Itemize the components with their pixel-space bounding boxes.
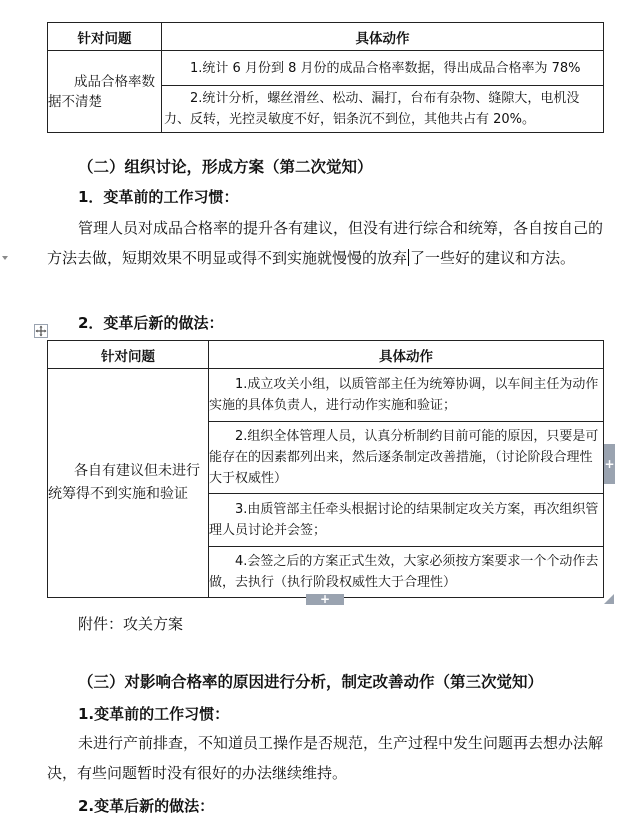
- subsection-heading: 2．变革后新的做法：: [78, 314, 224, 332]
- table-1: [47, 22, 604, 133]
- table-row: [48, 23, 604, 51]
- table-header-issue: 针对问题: [48, 23, 162, 51]
- attachment-note: 附件：攻关方案: [78, 615, 184, 633]
- subsection-heading: 1．变革前的工作习惯：: [78, 188, 239, 206]
- table-row: [48, 341, 604, 369]
- table-cell-action[interactable]: 4.会签之后的方案正式生效，大家必须按方案要求一个个动作去做，去执行（执行阶段权威性大于合理性）: [209, 547, 604, 598]
- table-row: [48, 51, 604, 86]
- margin-marker-icon: [2, 256, 8, 260]
- paragraph-text: 管理人员对成品合格率的提升各有建议，但没有进行综合和统筹，各自按自己的方法去做，短期效果不明显或得不到实施就慢慢的放弃: [47, 219, 604, 267]
- table-header-issue: 针对问题: [48, 341, 209, 369]
- table-cell-action[interactable]: 1.成立攻关小组，以质管部主任为统筹协调，以车间主任为动作实施的具体负责人，进行动作实施和验证；: [209, 369, 604, 422]
- table-cell-action[interactable]: 2.统计分析，螺丝滑丝、松动、漏打，台布有杂物、缝隙大，电机没力、反转，光控灵敏度不好，铝条沉不到位，其他共占有 20%。: [162, 86, 604, 133]
- subsection-heading: 1.变革前的工作习惯：: [78, 705, 230, 723]
- resize-table-icon[interactable]: [604, 594, 614, 604]
- section-heading: （二）组织讨论，形成方案（第二次觉知）: [78, 158, 373, 176]
- paragraph[interactable]: [47, 213, 607, 273]
- table-header-action: 具体动作: [209, 341, 604, 369]
- paragraph-text: 了一些好的建议和方法。: [410, 249, 576, 267]
- subsection-heading: 2.变革后新的做法：: [78, 797, 215, 815]
- text-cursor: [408, 249, 409, 266]
- table-cell-issue[interactable]: 成品合格率数据不清楚: [48, 51, 162, 133]
- table-header-action: 具体动作: [162, 23, 604, 51]
- table-cell-action[interactable]: 3.由质管部主任牵头根据讨论的结果制定攻关方案，再次组织管理人员讨论并会签；: [209, 494, 604, 547]
- table-cell-action[interactable]: 2.组织全体管理人员，认真分析制约目前可能的原因，只要是可能存在的因素都列出来，然后逐条制定改善措施，（讨论阶段合理性大于权威性）: [209, 422, 604, 494]
- table-row: [48, 369, 604, 422]
- table-cell-action[interactable]: 1.统计 6 月份到 8 月份的成品合格率数据，得出成品合格率为 78%: [162, 51, 604, 86]
- section-heading: （三）对影响合格率的原因进行分析，制定改善动作（第三次觉知）: [78, 673, 544, 691]
- table-cell-issue[interactable]: 各自有建议但未进行统筹得不到实施和验证: [48, 369, 209, 598]
- add-column-button[interactable]: +: [604, 444, 615, 484]
- add-row-button[interactable]: +: [306, 594, 344, 605]
- paragraph[interactable]: 未进行产前排查，不知道员工操作是否规范，生产过程中发生问题再去想办法解决，有些问题暂时没有很好的办法继续维持。: [47, 734, 604, 782]
- table-2: [47, 340, 604, 598]
- move-table-icon[interactable]: [34, 324, 48, 338]
